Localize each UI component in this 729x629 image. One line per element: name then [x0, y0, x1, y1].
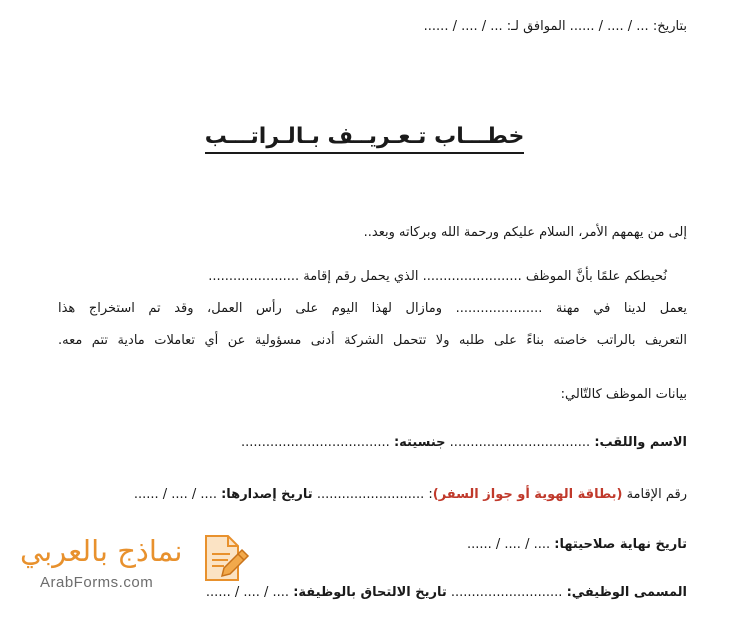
- joining-value: .... / .... / ......: [205, 585, 294, 600]
- job-field: [206, 584, 687, 602]
- job-title-dots: ...........................: [446, 585, 567, 600]
- date-line: بتاريخ: ... / .... / ...... الموافق لـ: ... / .... / ......: [423, 19, 687, 34]
- issue-date-value: .... / .... / ......: [133, 487, 222, 502]
- letter-title: خطـــاب تـعـريــف بـالـراتـــب: [0, 124, 729, 149]
- employee-data-label: بيانات الموظف كالتّالي:: [560, 387, 687, 402]
- residence-dots: : ..........................: [316, 487, 433, 502]
- paragraph-line-1: نُحيطكم علمًا بأنَّ الموظف ........................ الذي يحمل رقم إقامة ......................: [208, 269, 667, 284]
- watermark-arabic: نماذج بالعربي: [20, 534, 183, 568]
- paragraph-line-3: التعريف بالراتب خاصته بناءً على طلبه ولا تتحمل الشركة أدنى مسؤولية عن أي تعاملات مادية تتم معه.: [58, 333, 687, 348]
- nationality-label: جنسيته:: [393, 435, 446, 450]
- name-dots: ..................................: [445, 435, 595, 450]
- job-title-label: المسمى الوظيفي:: [566, 585, 687, 600]
- watermark-english: ArabForms.com: [40, 574, 154, 591]
- issue-date-label: تاريخ إصدارها:: [221, 487, 313, 502]
- residence-label: رقم الإقامة: [626, 487, 687, 502]
- pencil-document-icon: [198, 530, 254, 586]
- joining-label: تاريخ الالتحاق بالوظيفة:: [293, 585, 447, 600]
- name-label: الاسم واللقب:: [594, 435, 687, 450]
- residence-field: [134, 486, 687, 504]
- expiry-label: تاريخ نهاية صلاحيتها:: [554, 537, 687, 552]
- expiry-field: [467, 536, 687, 554]
- watermark-logo: [20, 524, 260, 604]
- expiry-value: .... / .... / ......: [466, 537, 555, 552]
- nationality-dots: ....................................: [241, 435, 394, 450]
- paragraph-line-2: يعمل لدينا في مهنة ..................... ومازال لهذا اليوم على رأس العمل، وقد تم استخراج هذا: [58, 301, 687, 316]
- name-field: [241, 434, 687, 452]
- greeting: إلى من يهمهم الأمر، السلام عليكم ورحمة الله وبركاته وبعد..: [363, 225, 687, 240]
- residence-hint: (بطاقة الهوية أو جواز السفر): [432, 487, 623, 502]
